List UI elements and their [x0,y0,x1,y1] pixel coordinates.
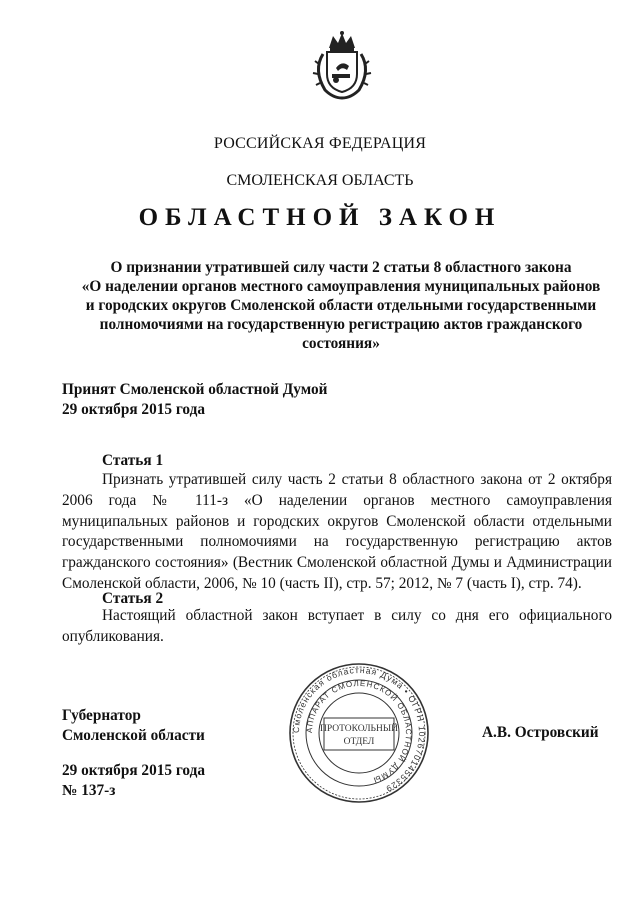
law-title-line: «О наделении органов местного самоуправления муниципальных районов [81,278,601,295]
law-date-number [62,761,205,801]
article-2-heading: Статья 2 [102,590,164,607]
official-stamp [288,662,430,804]
law-title-line: состояния» [302,335,380,352]
law-title-line: О признании утратившей силу части 2 статьи 8 областного закона [110,259,572,276]
article-1-text: Признать утратившей силу часть 2 статьи 8 областного закона от 2 октября 2006 года № 111-з «О наделении органов местного самоуправления муниципальных районов и городских округов Смоленской области отдельными государственными полномочиями на государственную регистрацию актов гражданского состояния» (Вестник Смоленской областной Думы и Администрации Смоленской области, 2006, № 10 (часть II), стр. 57; 2012, № 7 (часть I), стр. 74). [62,471,612,592]
region-heading: СМОЛЕНСКАЯ ОБЛАСТЬ [226,172,414,189]
position-title: Губернатор [62,707,141,724]
position-region: Смоленской области [62,727,205,744]
law-title-line: полномочиями на государственную регистрацию актов гражданского [99,316,583,333]
stamp-center-line1: ПРОТОКОЛЬНЫЙ [319,724,399,734]
signatory-position [62,706,205,746]
law-number: № 137-з [62,782,116,799]
adoption-info [62,380,327,420]
adoption-date: 29 октября 2015 года [62,401,206,418]
stamp-inner-text: АППАРАТ СМОЛЕНСКОЙ ОБЛАСТНОЙ ДУМЫ [304,678,414,785]
article-2-text: Настоящий областной закон вступает в силу со дня его официального опубликования. [62,607,612,645]
country-heading: РОССИЙСКАЯ ФЕДЕРАЦИЯ [213,135,427,152]
law-date: 29 октября 2015 года [62,762,206,779]
adoption-body: Принят Смоленской областной Думой [62,381,328,398]
document-type-heading: ОБЛАСТНОЙ ЗАКОН [138,204,502,231]
stamp-center-line2: ОТДЕЛ [343,737,375,747]
article-1-heading: Статья 1 [102,452,164,469]
law-title-line: и городских округов Смоленской области отдельными государственными [85,297,597,314]
coat-of-arms-icon [303,30,381,102]
signatory-name: А.В. Островский [482,724,599,741]
law-title [70,258,612,353]
stamp-outer-text: Смоленская областная Дума • ОГРН 1026701455329 [290,664,428,795]
